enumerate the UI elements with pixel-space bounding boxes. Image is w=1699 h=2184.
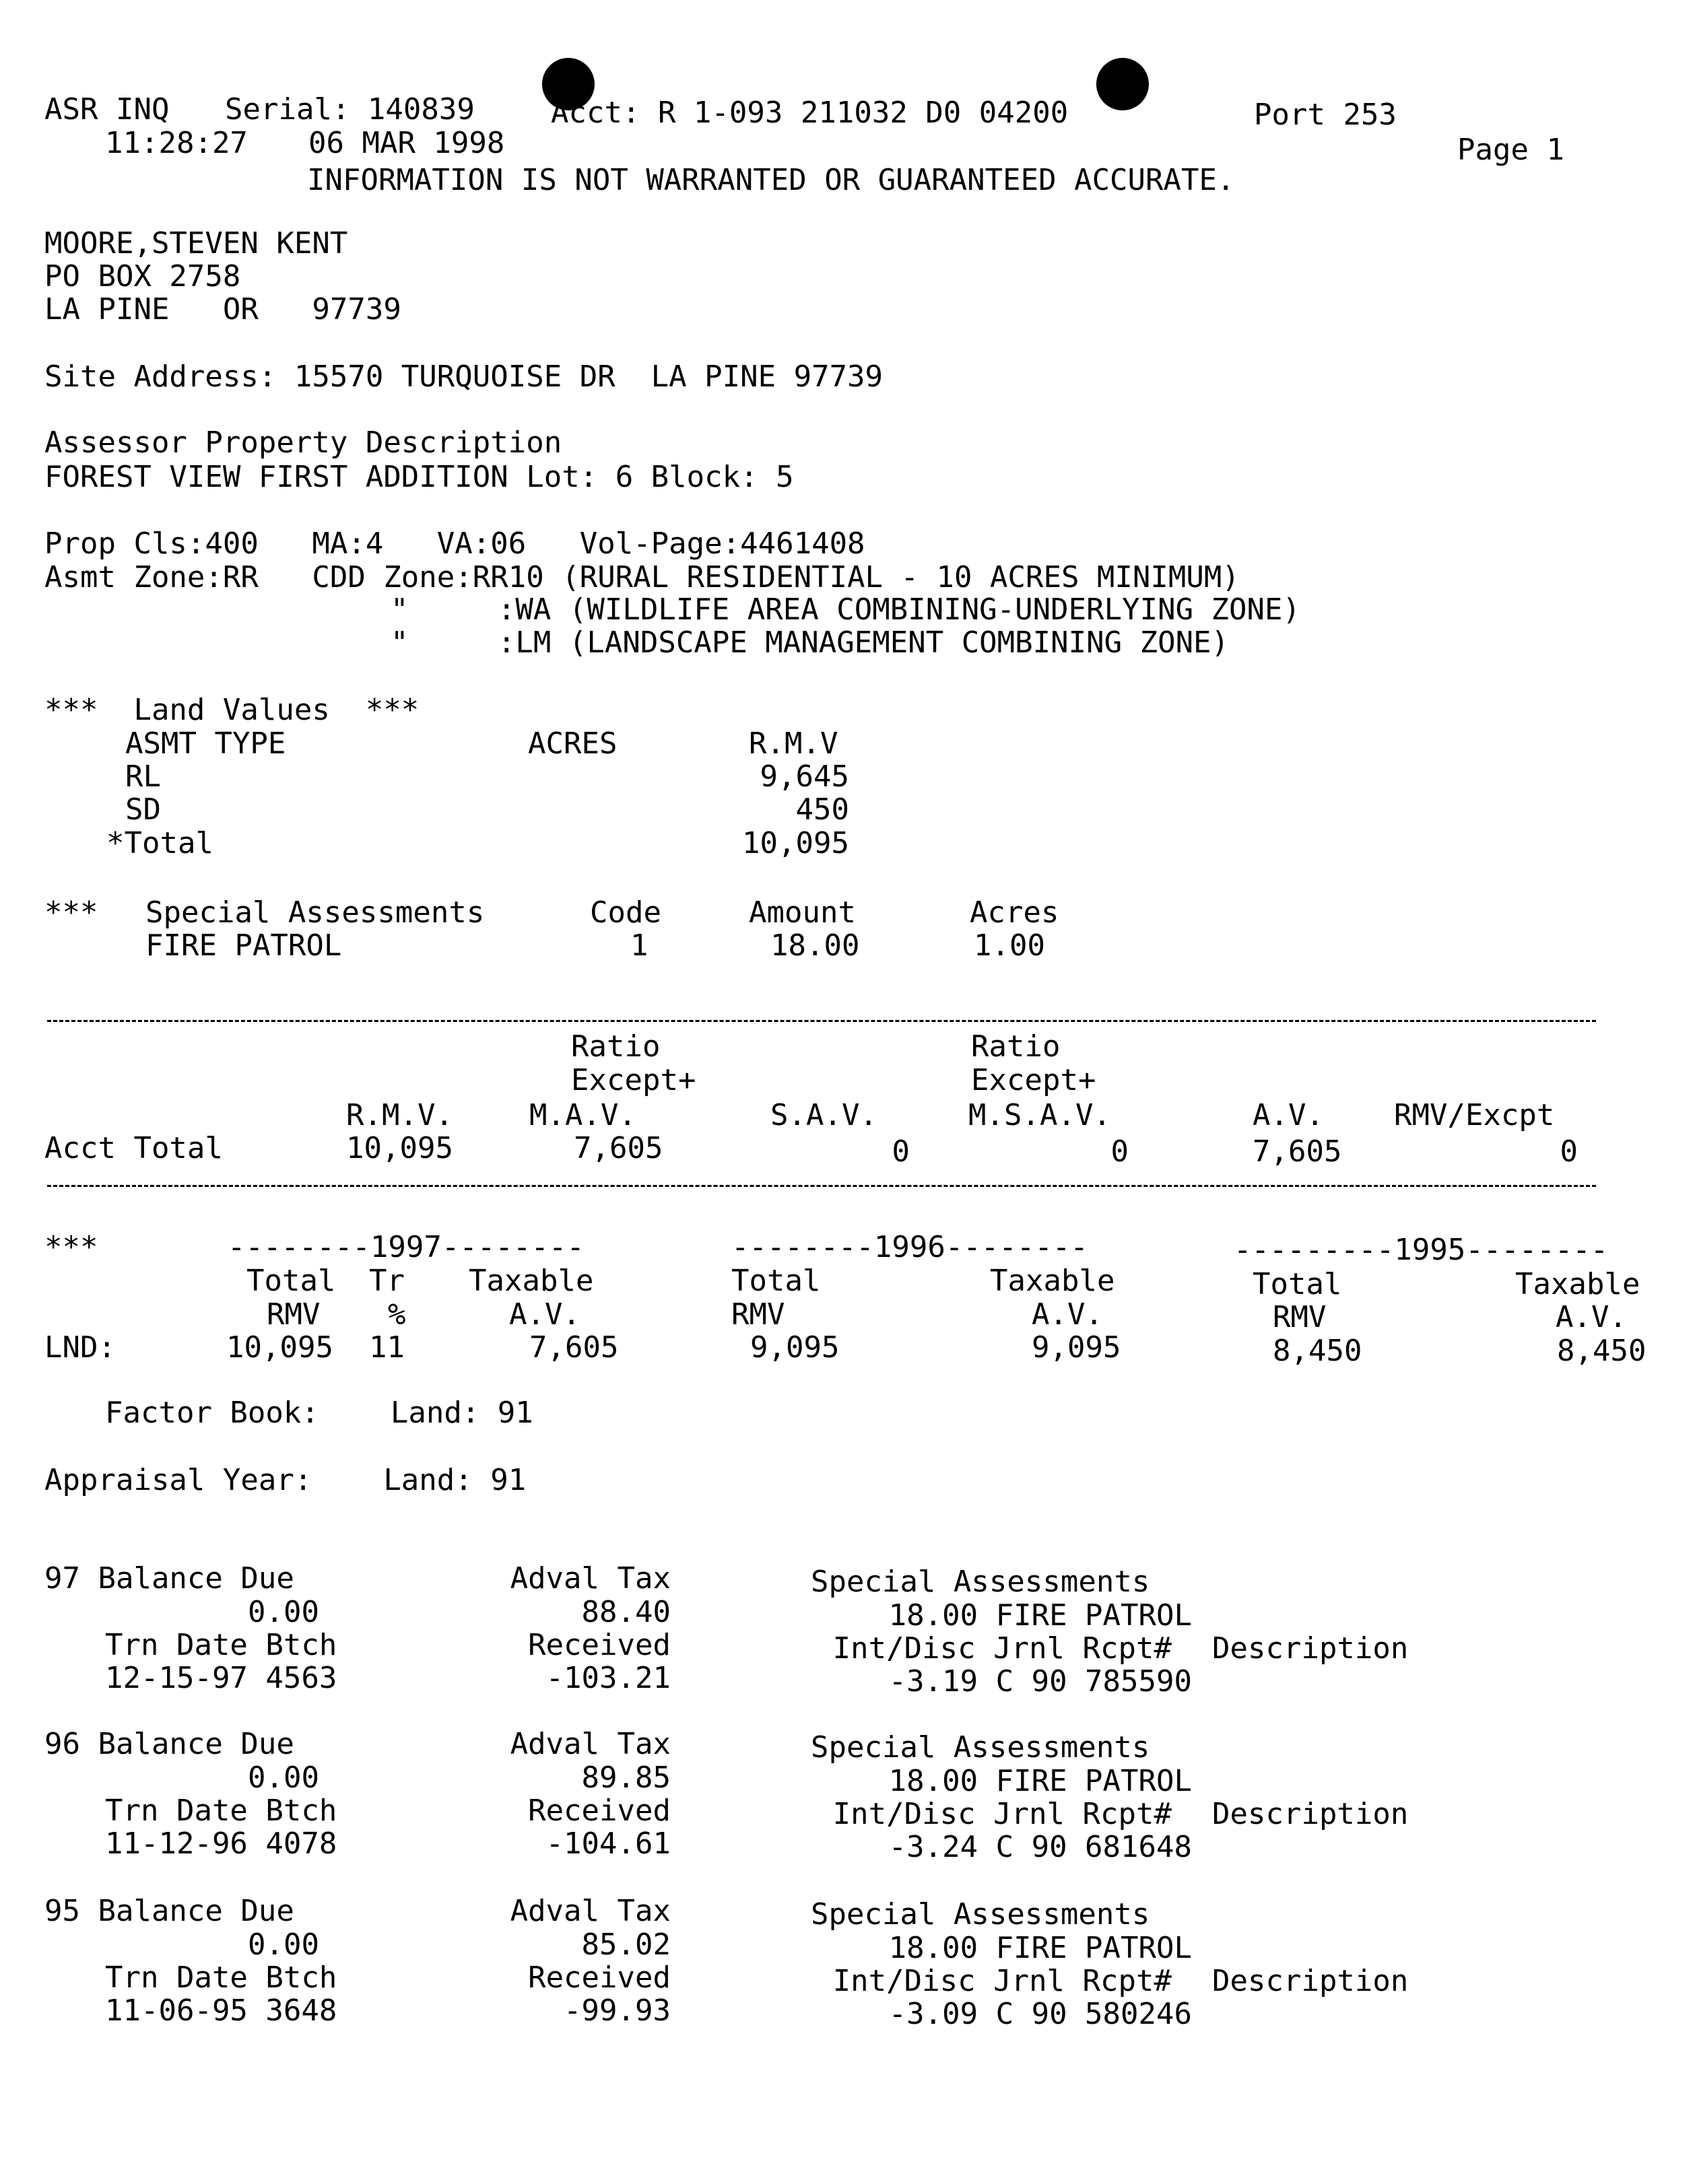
- trn-date-label: Trn Date Btch: [105, 1960, 337, 1995]
- int-disc-label: Int/Disc Jrnl Rcpt#: [832, 1631, 1172, 1666]
- hist-1997-tr-value: 11: [369, 1330, 405, 1365]
- trn-date-value: 11-06-95 3648: [105, 1993, 337, 2028]
- acct-total-sav: 0: [892, 1134, 910, 1169]
- special-assessments-stars: ***: [44, 895, 98, 930]
- special-assessments-label: Special Assessments: [811, 1730, 1150, 1765]
- adval-label: Adval Tax: [510, 1894, 671, 1928]
- special-assessment-acres: 1.00: [974, 928, 1045, 963]
- hist-1995-total: Total: [1253, 1267, 1342, 1301]
- divider-top: [47, 1020, 1596, 1022]
- owner-name: MOORE,STEVEN KENT: [44, 226, 348, 261]
- history-stars: ***: [44, 1230, 98, 1264]
- land-row-rmv: 450: [795, 792, 849, 827]
- special-assessments-label: Special Assessments: [811, 1565, 1150, 1599]
- int-disc-value: -3.09 C 90 580246: [888, 1997, 1192, 2031]
- land-col-acres: ACRES: [528, 726, 618, 761]
- hist-1996-taxable: Taxable: [990, 1264, 1115, 1298]
- acct-col-msav: M.S.A.V.: [968, 1098, 1111, 1132]
- balance-title: 97 Balance Due: [44, 1561, 294, 1596]
- appraisal-year: Appraisal Year: Land: 91: [44, 1463, 527, 1497]
- special-col-amount: Amount: [749, 895, 856, 930]
- balance-title: 96 Balance Due: [44, 1727, 294, 1761]
- report-date: 06 MAR 1998: [308, 126, 505, 160]
- special-col-acres: Acres: [970, 895, 1059, 930]
- hist-1997-av: A.V.: [509, 1297, 580, 1332]
- adval-value: 89.85: [581, 1761, 671, 1795]
- acct-col-rmv: R.M.V.: [346, 1098, 453, 1132]
- hist-1996-av: A.V.: [1032, 1297, 1103, 1332]
- int-disc-value: -3.19 C 90 785590: [888, 1664, 1192, 1699]
- punch-hole-right: [1096, 58, 1149, 110]
- account-number: Acct: R 1-093 211032 D0 04200: [551, 96, 1069, 130]
- report-time: 11:28:27: [105, 126, 248, 160]
- trn-date-label: Trn Date Btch: [105, 1628, 337, 1662]
- land-total-rmv: 10,095: [742, 826, 849, 860]
- hist-1995-total-value: 8,450: [1273, 1334, 1362, 1368]
- adval-label: Adval Tax: [510, 1561, 671, 1596]
- zone-wa-line: " :WA (WILDLIFE AREA COMBINING-UNDERLYING ZONE): [391, 592, 1301, 627]
- hist-1995-taxable: Taxable: [1515, 1267, 1640, 1301]
- hist-1996-total-value: 9,095: [750, 1330, 840, 1365]
- acct-total-rmv: 10,095: [346, 1131, 453, 1165]
- system-code: ASR INQ: [44, 92, 170, 127]
- hist-1996-rmv: RMV: [731, 1297, 785, 1332]
- acct-total-msav: 0: [1110, 1134, 1129, 1169]
- trn-date-value: 12-15-97 4563: [105, 1661, 337, 1695]
- acct-col-mav: M.A.V.: [529, 1098, 636, 1132]
- land-total-label: *Total: [106, 826, 213, 860]
- hist-1997-total-value: 10,095: [226, 1330, 333, 1365]
- acct-col-rmv-excpt: RMV/Excpt: [1394, 1098, 1555, 1132]
- hist-1997-pct: %: [388, 1297, 406, 1332]
- site-address: Site Address: 15570 TURQUOISE DR LA PINE 97739: [44, 360, 884, 394]
- acct-total-av: 7,605: [1253, 1134, 1342, 1169]
- except-label-1: Except+: [571, 1063, 696, 1097]
- special-assessments-label: Special Assessments: [811, 1897, 1150, 1932]
- trn-date-value: 11-12-96 4078: [105, 1827, 337, 1861]
- received-value: -99.93: [564, 1993, 671, 2028]
- land-col-type: ASMT TYPE: [125, 726, 286, 761]
- zone-line: Asmt Zone:RR CDD Zone:RR10 (RURAL RESIDENTIAL - 10 ACRES MINIMUM): [44, 560, 1240, 594]
- hist-1997-tr: Tr: [369, 1264, 405, 1298]
- int-disc-label: Int/Disc Jrnl Rcpt#: [832, 1797, 1172, 1831]
- property-class-line: Prop Cls:400 MA:4 VA:06 Vol-Page:4461408: [44, 526, 865, 561]
- year-1996-heading: --------1996--------: [731, 1230, 1088, 1264]
- land-col-rmv: R.M.V: [749, 726, 838, 761]
- hist-1997-taxable-value: 7,605: [529, 1330, 619, 1365]
- balance-due: 0.00: [248, 1595, 319, 1629]
- serial-number: Serial: 140839: [225, 92, 475, 127]
- balance-title: 95 Balance Due: [44, 1894, 294, 1928]
- hist-1995-av: A.V.: [1556, 1300, 1627, 1334]
- property-description-heading: Assessor Property Description: [44, 425, 562, 460]
- int-disc-label: Int/Disc Jrnl Rcpt#: [832, 1964, 1172, 1998]
- factor-book: Factor Book: Land: 91: [105, 1396, 533, 1430]
- balance-due: 0.00: [248, 1927, 319, 1962]
- acct-col-sav: S.A.V.: [770, 1098, 877, 1132]
- int-disc-value: -3.24 C 90 681648: [888, 1830, 1192, 1864]
- hist-1997-rmv: RMV: [267, 1297, 321, 1332]
- year-1995-heading: ---------1995--------: [1234, 1233, 1609, 1267]
- description-label: Description: [1212, 1797, 1409, 1831]
- special-col-code: Code: [590, 895, 661, 930]
- received-value: -104.61: [545, 1827, 671, 1861]
- land-row-rmv: 9,645: [760, 759, 849, 794]
- land-row-type: SD: [125, 792, 161, 827]
- special-assessment-code: 1: [630, 928, 648, 963]
- received-label: Received: [528, 1960, 671, 1995]
- description-label: Description: [1212, 1964, 1409, 1998]
- hist-1997-total: Total: [246, 1264, 336, 1298]
- special-assessments-value: 18.00 FIRE PATROL: [888, 1598, 1192, 1633]
- balance-due: 0.00: [248, 1761, 319, 1795]
- zone-lm-line: " :LM (LANDSCAPE MANAGEMENT COMBINING ZONE): [391, 625, 1230, 660]
- ratio-label-2: Ratio: [971, 1029, 1061, 1064]
- hist-1996-total: Total: [731, 1264, 821, 1298]
- description-label: Description: [1212, 1631, 1409, 1666]
- divider-bottom: [47, 1185, 1596, 1187]
- trn-date-label: Trn Date Btch: [105, 1794, 337, 1828]
- special-assessment-name: FIRE PATROL: [145, 928, 342, 963]
- acct-total-rmv-excpt: 0: [1560, 1134, 1578, 1169]
- year-1997-heading: --------1997--------: [228, 1230, 585, 1264]
- page-number: Page 1: [1457, 133, 1564, 167]
- received-label: Received: [528, 1628, 671, 1662]
- hist-1997-taxable: Taxable: [469, 1264, 594, 1298]
- special-assessments-value: 18.00 FIRE PATROL: [888, 1764, 1192, 1798]
- adval-value: 88.40: [581, 1595, 671, 1629]
- except-label-2: Except+: [971, 1063, 1096, 1097]
- hist-1996-taxable-value: 9,095: [1032, 1330, 1121, 1365]
- special-assessment-amount: 18.00: [770, 928, 860, 963]
- port-number: Port 253: [1254, 98, 1397, 132]
- owner-address-line2: LA PINE OR 97739: [44, 292, 401, 327]
- history-row-label: LND:: [44, 1330, 116, 1365]
- hist-1995-taxable-value: 8,450: [1557, 1334, 1646, 1368]
- disclaimer: INFORMATION IS NOT WARRANTED OR GUARANTEED ACCURATE.: [307, 163, 1235, 197]
- received-label: Received: [528, 1794, 671, 1828]
- adval-label: Adval Tax: [510, 1727, 671, 1761]
- acct-total-mav: 7,605: [574, 1131, 663, 1165]
- received-value: -103.21: [545, 1661, 671, 1695]
- property-description: FOREST VIEW FIRST ADDITION Lot: 6 Block: 5: [44, 460, 794, 494]
- special-assessments-value: 18.00 FIRE PATROL: [888, 1931, 1192, 1965]
- acct-total-label: Acct Total: [44, 1131, 223, 1165]
- special-assessments-heading: Special Assessments: [145, 895, 485, 930]
- acct-col-av: A.V.: [1253, 1098, 1324, 1132]
- land-values-heading: *** Land Values ***: [44, 693, 420, 727]
- ratio-label-1: Ratio: [571, 1029, 661, 1064]
- adval-value: 85.02: [581, 1927, 671, 1962]
- owner-address-line1: PO BOX 2758: [44, 259, 241, 294]
- land-row-type: RL: [125, 759, 161, 794]
- hist-1995-rmv: RMV: [1273, 1300, 1327, 1334]
